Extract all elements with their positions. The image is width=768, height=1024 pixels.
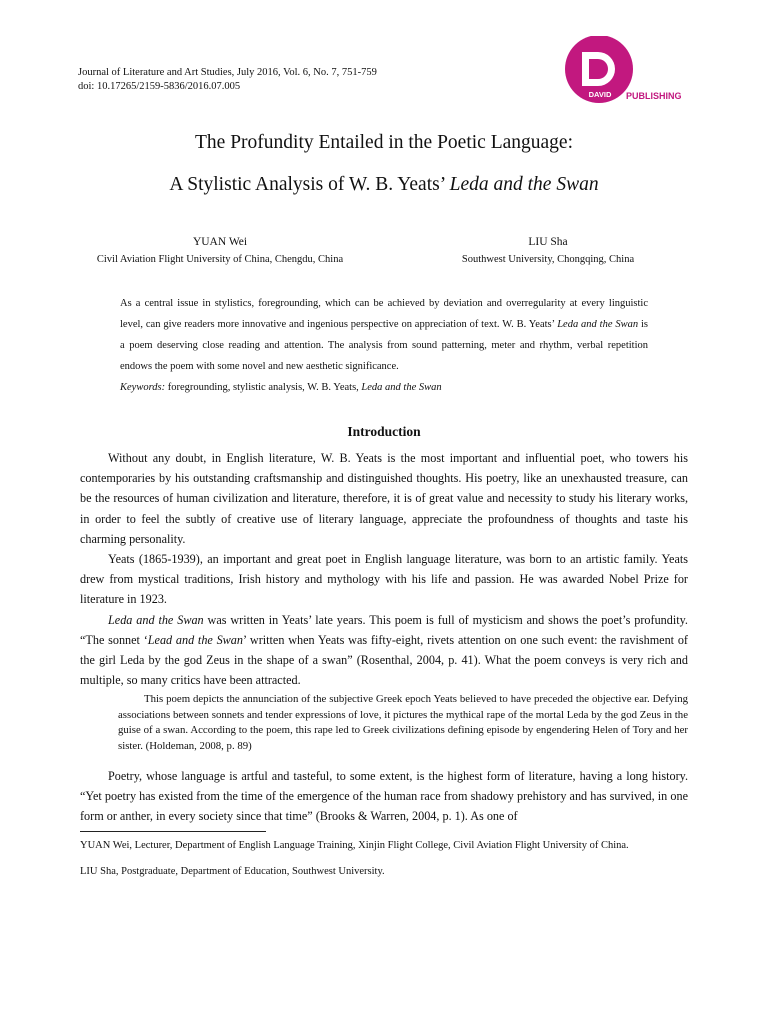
footnote-2 — [80, 866, 688, 879]
author-affiliation: Civil Aviation Flight University of China, Chengdu, China — [96, 254, 344, 265]
quote-text: This poem depicts the annunciation of the subjective Greek epoch Yeats believed to have preceded the objective ear. Defying associations between sonnets and tender expressions of love, it pictures the mythical rape of the mortal Leda by the god Zeus in the guise of a swan. According to the poem, this rape led to Greek civilizations defining episode by engendering Helen of Tory and her sister. (Holdeman, 2008, p. 89) — [118, 693, 688, 752]
footnote-1 — [80, 840, 688, 853]
journal-doi: doi: 10.17265/2159-5836/2016.07.005 — [78, 81, 241, 92]
keywords-text: foregrounding, stylistic analysis, W. B. Yeats, — [165, 382, 362, 393]
title-line2-italic: Leda and the Swan — [449, 174, 599, 195]
author-block-2 — [400, 236, 696, 265]
author-affiliation: Southwest University, Chongqing, China — [461, 254, 635, 265]
keywords-label: Keywords: — [120, 382, 166, 393]
paragraph: Poetry, whose language is artful and tasteful, to some extent, is the highest form of literature, having a long history. “Yet poetry has existed from the time of the emergence of the human race from shadowy prehistory and has survived, in one form or anther, in every society since that time” (Brooks & Warren, 2004, p. 1). As one of — [80, 769, 688, 824]
paragraph-italic: Leda and the Swan — [108, 612, 204, 627]
abstract-text-1: As a central issue in stylistics, foregrounding, which can be achieved by deviation and overregularity at every linguistic level, can give readers more innovative and ingenious perspective on appreciation of text. W. B. Yeats’ — [120, 298, 648, 330]
paragraph: Without any doubt, in English literature, W. B. Yeats is the most important and influential poet, who towers his contemporaries by his outstanding craftsmanship and distinguished thoughts. His poetry, like an unexhausted treasure, can be the resources of human civilization and literature, therefore, it is of great value and necessity to study his literary works, in order to feel the subtly of creative use of literary language, appreciate the profoundness of thoughts and taste his charming personality. — [80, 451, 688, 546]
paper-title-line2 — [0, 174, 768, 196]
footnote-text: LIU Sha, Postgraduate, Department of Education, Southwest University. — [80, 866, 385, 877]
body-text-continued — [80, 766, 688, 827]
david-publishing-logo-icon — [556, 36, 696, 108]
logo-text-publishing: PUBLISHING — [626, 91, 682, 101]
paragraph: Yeats (1865-1939), an important and great poet in English language literature, was born to an artistic family. Yeats drew from mystical traditions, Irish history and mythology with his life and passion. He was awarded Nobel Prize for literature in 1923. — [80, 552, 688, 607]
section-heading: Introduction — [347, 424, 421, 439]
author-name: LIU Sha — [528, 236, 568, 248]
paragraph-text: ’ written when Yeats was fifty-eight, rivets attention on one such event: the ravishment of the girl Leda by the god Zeus in the shape of a swan” (Rosenthal, 2004, p. 41). What the poem conveys is very rich and multiple, so many critics have been attracted. — [80, 632, 688, 688]
author-block-1 — [60, 236, 380, 265]
body-text — [80, 448, 688, 690]
journal-citation: Journal of Literature and Art Studies, July 2016, Vol. 6, No. 7, 751-759 — [78, 67, 377, 78]
abstract — [120, 293, 648, 377]
block-quote — [118, 692, 688, 754]
paragraph — [80, 610, 688, 691]
footnote-text: YUAN Wei, Lecturer, Department of English Language Training, Xinjin Flight College, Civil Aviation Flight University of China. — [80, 840, 629, 851]
footnote-rule — [80, 831, 266, 832]
paragraph-text: was written in Yeats’ late years. This poem is full of mysticism and shows the poet’s profundity. “The sonnet ‘ — [80, 612, 688, 647]
keywords-italic: Leda and the Swan — [361, 382, 442, 393]
paragraph-italic: Lead and the Swan — [147, 632, 243, 647]
keywords — [120, 382, 648, 393]
abstract-italic: Leda and the Swan — [557, 319, 639, 330]
publisher-logo — [556, 36, 696, 108]
author-name: YUAN Wei — [192, 236, 248, 248]
logo-text-david: DAVID — [588, 90, 612, 99]
journal-header — [78, 66, 377, 94]
paper-title-line1: The Profundity Entailed in the Poetic Language: — [195, 132, 573, 153]
abstract-text-2: is a poem deserving close reading and attention. The analysis from sound patterning, meter and rhythm, verbal repetition endows the poem with some novel and new aesthetic significance. — [120, 319, 648, 372]
title-line2-text: A Stylistic Analysis of W. B. Yeats’ — [169, 174, 450, 195]
